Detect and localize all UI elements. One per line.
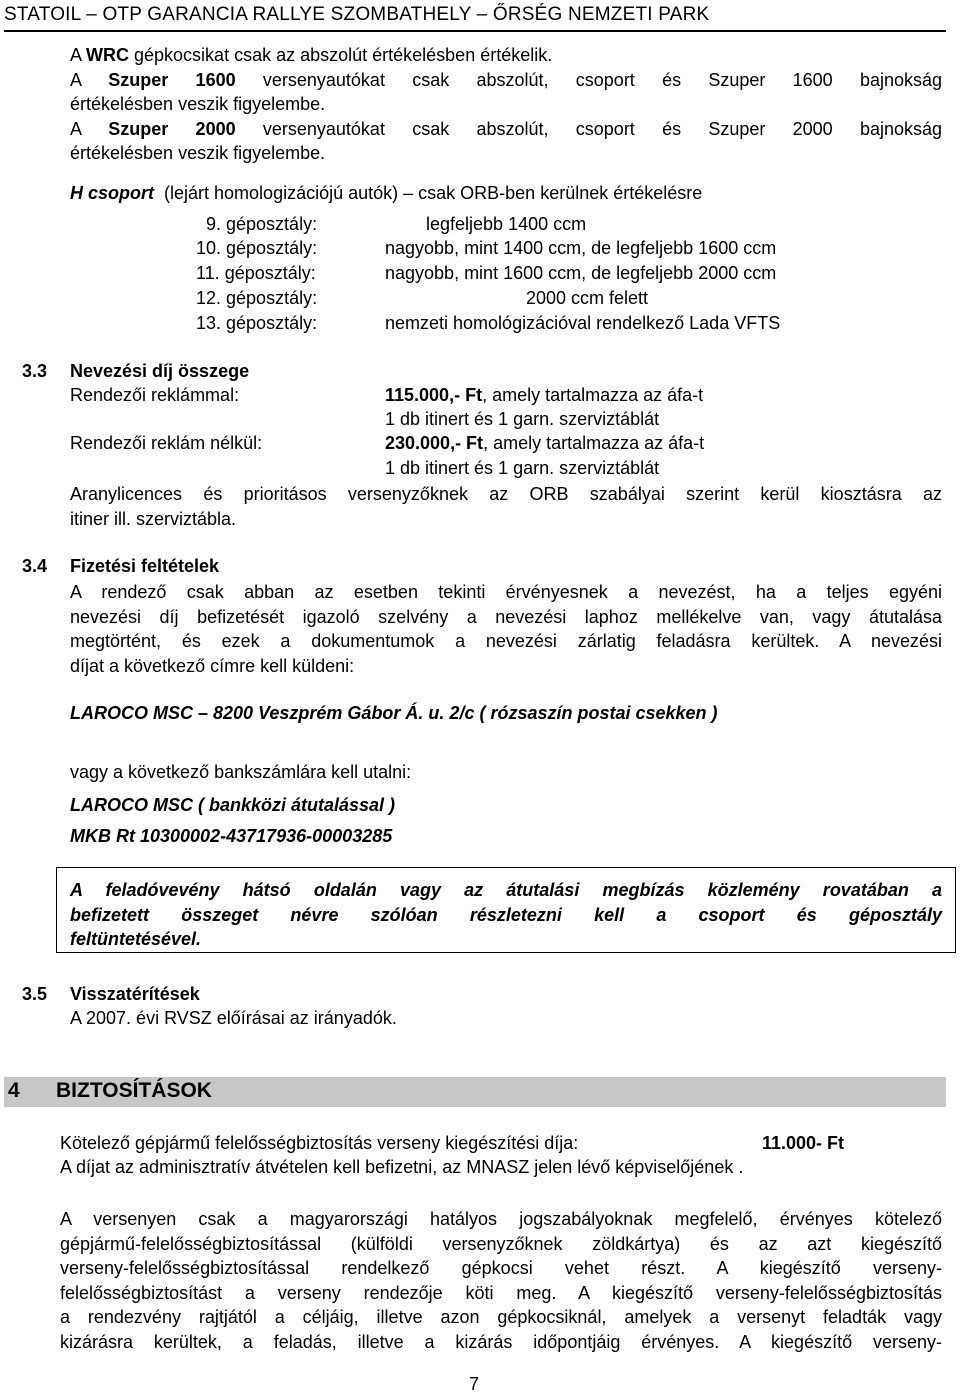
para-line: gépjármű-felelősségbiztosítással (külföldi versenyzőknek zöldkártya) és az azt kiegészítő xyxy=(60,1233,942,1254)
para-line: A versenyen csak a magyarországi hatályos jogszabályoknak megfelelő, érvényes kötelező xyxy=(60,1209,942,1229)
page-header: STATOIL – OTP GARANCIA RALLYE SZOMBATHELY – ŐRSÉG NEMZETI PARK xyxy=(4,4,710,25)
payment-paragraph xyxy=(70,580,942,678)
fee-without-ad-label: Rendezői reklám nélkül: xyxy=(70,433,263,453)
notice-text xyxy=(70,878,942,952)
section-bar xyxy=(4,1077,946,1107)
fee-without-ad-value: 230.000,- Ft, amely tartalmazza az áfa-t xyxy=(385,433,705,453)
s1600-line: A Szuper 1600 versenyautókat csak abszolút, csoport és Szuper 1600 bajnokság xyxy=(70,69,943,90)
bank-name: LAROCO MSC ( bankközi átutalással ) xyxy=(70,795,396,815)
s2000-line: A Szuper 2000 versenyautókat csak abszolút, csoport és Szuper 2000 bajnokság xyxy=(70,118,943,139)
s2000-line2: értékelésben veszik figyelembe. xyxy=(70,143,326,163)
fee-without-ad-line2: 1 db itinert és 1 garn. szerviztáblát xyxy=(385,458,660,478)
insurance-fee-label: Kötelező gépjármű felelősségbiztosítás verseny kiegészítési díja: xyxy=(60,1133,579,1153)
wrc-line: A WRC gépkocsikat csak az abszolút értékelésben értékelik. xyxy=(70,45,553,65)
h-group-line: H csoport (lejárt homologizációjú autók) – csak ORB-ben kerülnek értékelésre xyxy=(70,183,703,203)
para-line: díjat a következő címre kell küldeni: xyxy=(70,655,355,676)
class-num: 12. géposztály: xyxy=(196,288,318,308)
fee-with-ad-line2: 1 db itinert és 1 garn. szerviztáblát xyxy=(385,409,660,429)
section-number: 3.5 xyxy=(22,984,48,1004)
page-number: 7 xyxy=(469,1374,480,1394)
bank-intro: vagy a következő bankszámlára kell utalni: xyxy=(70,762,412,782)
section-title: Visszatérítések xyxy=(70,984,200,1004)
class-num: 10. géposztály: xyxy=(196,238,318,258)
insurance-paragraph xyxy=(60,1207,942,1354)
fee-with-ad-label: Rendezői reklámmal: xyxy=(70,385,240,405)
notice-line: feltüntetésével. xyxy=(70,929,202,949)
license-note xyxy=(70,482,942,531)
notice-line: A feladóvevény hátsó oldalán vagy az átutalási megbízás közlemény rovatában a xyxy=(70,880,942,900)
section-title: Nevezési díj összege xyxy=(70,361,250,381)
class-desc: legfeljebb 1400 ccm xyxy=(426,214,587,234)
section-number: 3.4 xyxy=(22,556,48,576)
insurance-fee-note: A díjat az adminisztratív átvételen kell befizetni, az MNASZ jelen lévő képviselőjének . xyxy=(60,1157,744,1177)
note-line: Aranylicences és prioritásos versenyzőknek az ORB szabályai szerint kerül kiosztásra az xyxy=(70,484,942,504)
para-line: nevezési díj befizetését igazoló szelvény a nevezési laphoz mellékelve van, vagy átutalása xyxy=(70,606,942,627)
class-desc: nagyobb, mint 1400 ccm, de legfeljebb 1600 ccm xyxy=(385,238,777,258)
section-title: Fizetési feltételek xyxy=(70,556,220,576)
intro-block xyxy=(70,43,942,166)
refund-text: A 2007. évi RVSZ előírásai az irányadók. xyxy=(70,1008,397,1028)
s1600-line2: értékelésben veszik figyelembe. xyxy=(70,94,326,114)
bank-account: MKB Rt 10300002-43717936-00003285 xyxy=(70,826,393,846)
para-line: felelősségbiztosítást a verseny rendezője köti meg. A kiegészítő verseny-felelősségbiztosítás xyxy=(60,1282,942,1303)
para-line: a rendezvény rajtjától a céljáig, illetve azon gépkocsiknál, amelyek a versenyt feladták vagy xyxy=(60,1307,942,1327)
section-number: 4 xyxy=(8,1079,20,1102)
postal-address: LAROCO MSC – 8200 Veszprém Gábor Á. u. 2/c ( rózsaszín postai csekken ) xyxy=(70,703,718,723)
para-line: kizárásra kerültek, a feladás, illetve a kizárás időpontjáig érvényes. A kiegészítő verseny- xyxy=(60,1331,942,1352)
class-desc: nemzeti homológizációval rendelkező Lada VFTS xyxy=(385,313,781,333)
notice-line: befizetett összeget névre szólóan részletezni kell a csoport és géposztály xyxy=(70,904,942,925)
class-num: 13. géposztály: xyxy=(196,313,318,333)
class-desc: nagyobb, mint 1600 ccm, de legfeljebb 2000 ccm xyxy=(385,263,777,283)
para-line: megtörtént, és ezek a dokumentumok a nevezési zárlatig feladásra kerültek. A nevezési xyxy=(70,631,942,651)
note-line: itiner ill. szerviztábla. xyxy=(70,508,237,529)
section-number: 3.3 xyxy=(22,361,48,381)
fee-with-ad-value: 115.000,- Ft, amely tartalmazza az áfa-t xyxy=(385,385,704,405)
section-title: BIZTOSÍTÁSOK xyxy=(56,1079,212,1102)
class-num: 9. géposztály: xyxy=(206,214,318,234)
header-divider xyxy=(4,30,946,32)
para-line: verseny-felelősségbiztosítással rendelkező gépkocsi vehet részt. A kiegészítő verseny- xyxy=(60,1258,942,1278)
insurance-fee-amount: 11.000- Ft xyxy=(762,1133,845,1153)
class-num: 11. géposztály: xyxy=(196,263,316,283)
para-line: A rendező csak abban az esetben tekinti érvényesnek a nevezést, ha a teljes egyéni xyxy=(70,582,942,602)
class-desc: 2000 ccm felett xyxy=(526,288,649,308)
